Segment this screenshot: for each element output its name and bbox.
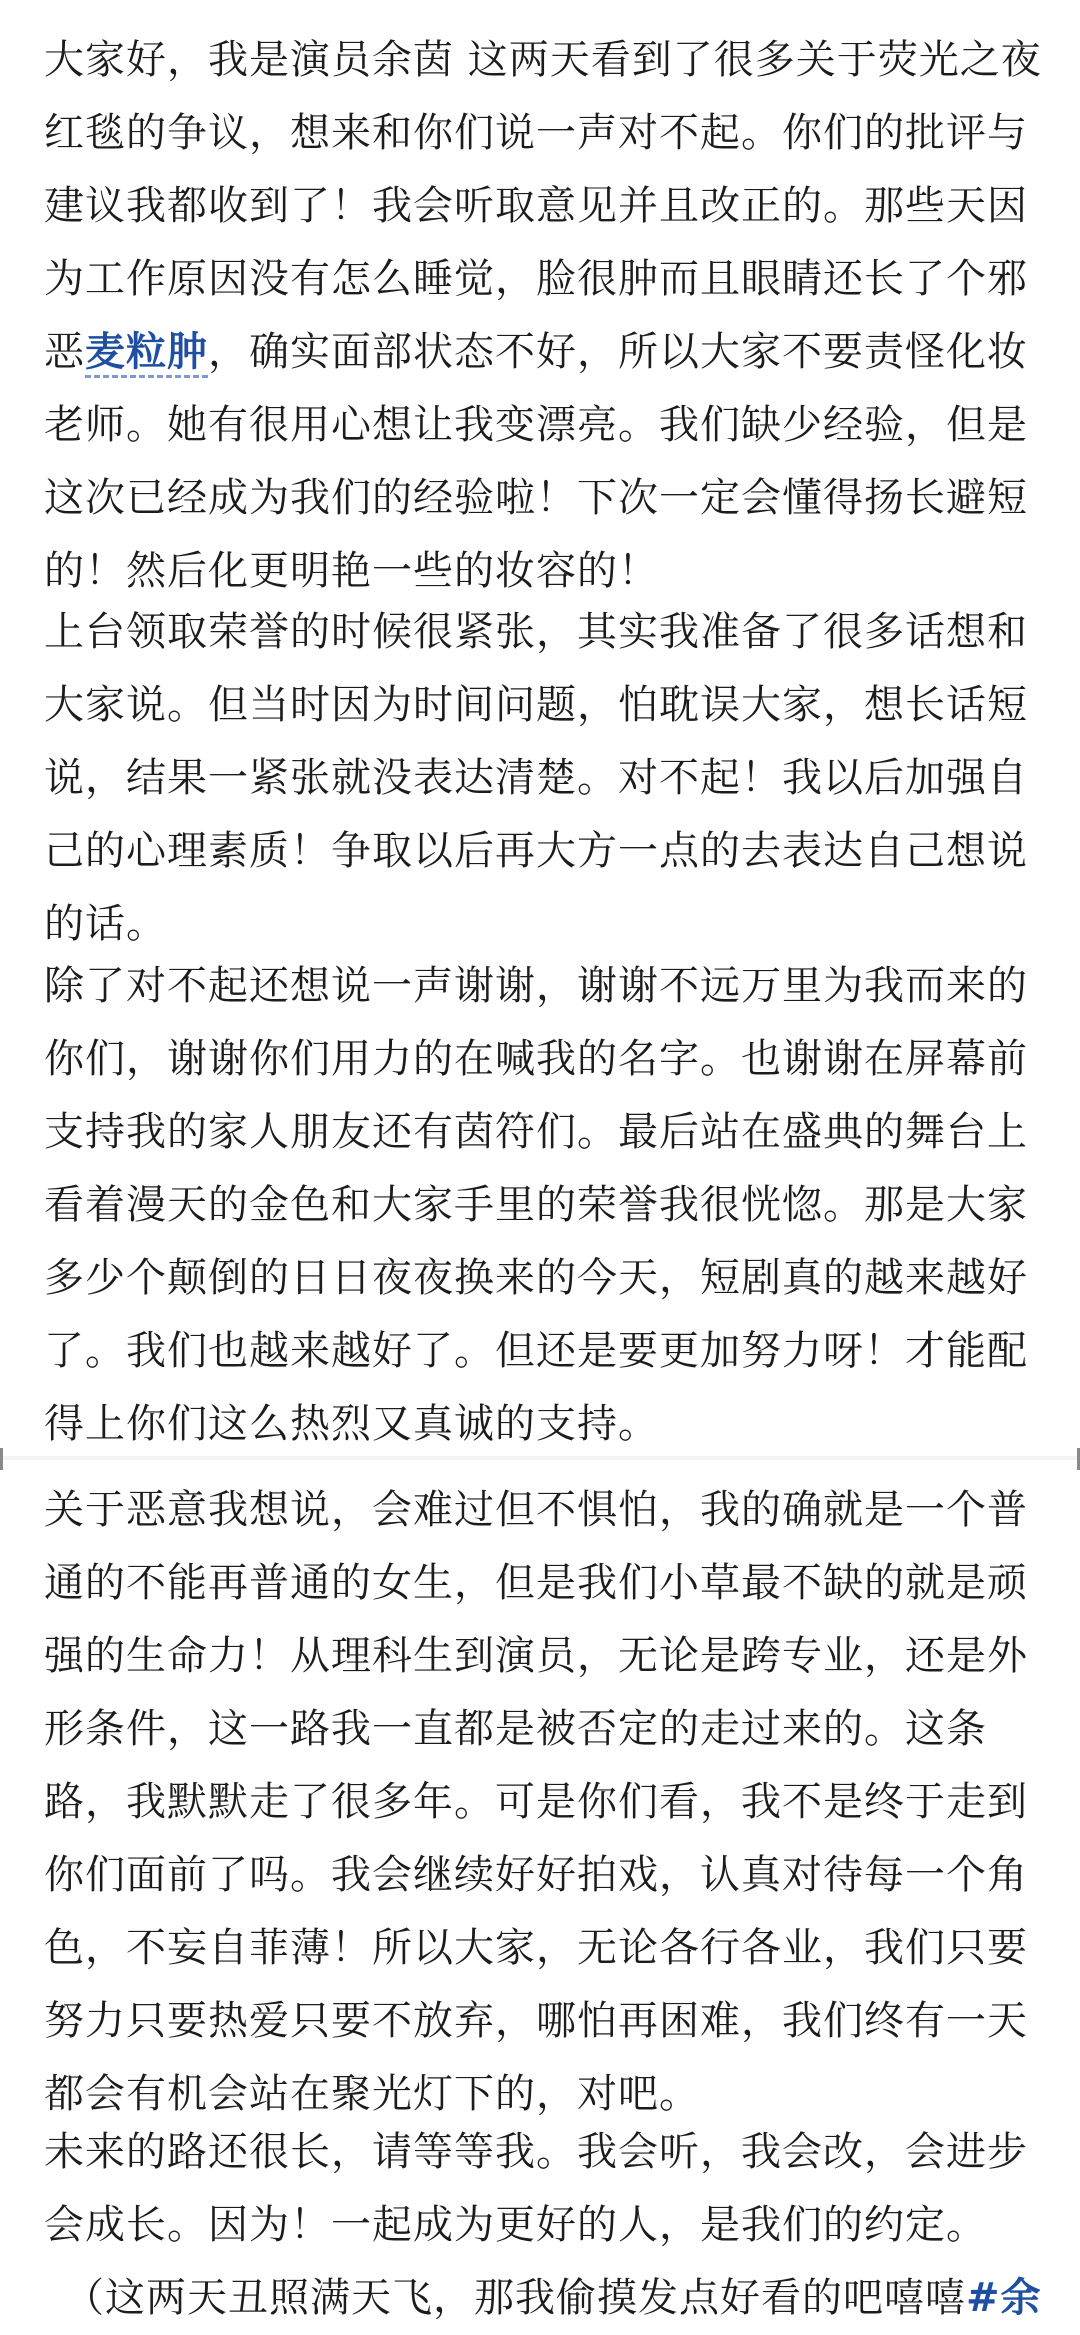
- paragraph-thanks: 除了对不起还想说一声谢谢，谢谢不远万里为我而来的 你们，谢谢你们用力的在喊我的名字。也谢谢在屏幕前 支持我的家人朋友还有茵符们。最后站在盛典的舞台上 看着漫天的金色和大家手里的荣誉我很恍惚。那是大家 多少个颠倒的日日夜夜换来的今天，短剧真的越来越好 了。我们也越来越好了。但还是要更加努力呀！才能配 得上你们这么热烈又真诚的支持。: [44, 963, 1028, 1447]
- stye-link[interactable]: 麦粒肿: [85, 329, 208, 378]
- paragraph-future: 未来的路还很长，请等等我。我会听，我会改，会进步 会成长。因为！一起成为更好的人，是我们的约定。: [44, 2129, 1028, 2248]
- hashtag-link[interactable]: #余: [966, 2275, 1042, 2321]
- paragraph-about-malice: 关于恶意我想说，会难过但不惧怕，我的确就是一个普 通的不能再普通的女生，但是我们小草最不缺的就是顽 强的生命力！从理科生到演员，无论是跨专业，还是外 形条件，这一路我一直都是被否定的走过来的。这条 路，我默默走了很多年。可是你们看，我不是终于走到 你们面前了吗。我会继续好好拍戏，认真对待每一个角 色，不妄自菲薄！所以大家，无论各行各业，我们只要 努力只要热爱只要不放弃，哪怕再困难，我们终有一天 都会有机会站在聚光灯下的，对吧。: [44, 1487, 1028, 2117]
- paragraph-apology-text-1: 大家好，我是演员余茵 这两天看到了很多关于荧光之夜 红毯的争议，想来和你们说一声对不起。你们的批评与 建议我都收到了！我会听取意见并且改正的。那些天因 为工作原因没有怎么睡觉，脸很肿而且眼睛还长了个邪 恶: [44, 37, 1042, 375]
- seam-mark-left: [0, 1448, 3, 1470]
- paragraph-apology: [44, 24, 1044, 608]
- paragraph-closing-note: [64, 2262, 1064, 2335]
- closing-note-text: （这两天丑照满天飞，那我偷摸发点好看的吧嘻嘻: [64, 2275, 966, 2321]
- paragraph-apology-text-2: ，确实面部状态不好，所以大家不要责怪化妆 老师。她有很用心想让我变漂亮。我们缺少经验，但是 这次已经成为我们的经验啦！下次一定会懂得扬长避短 的！然后化更明艳一些的妆容的！: [44, 329, 1028, 594]
- paragraph-stage-nerves: 上台领取荣誉的时候很紧张，其实我准备了很多话想和 大家说。但当时因为时间问题，怕耽误大家，想长话短 说，结果一紧张就没表达清楚。对不起！我以后加强自 己的心理素质！争取以后再大方一点的去表达自己想说 的话。: [44, 609, 1028, 947]
